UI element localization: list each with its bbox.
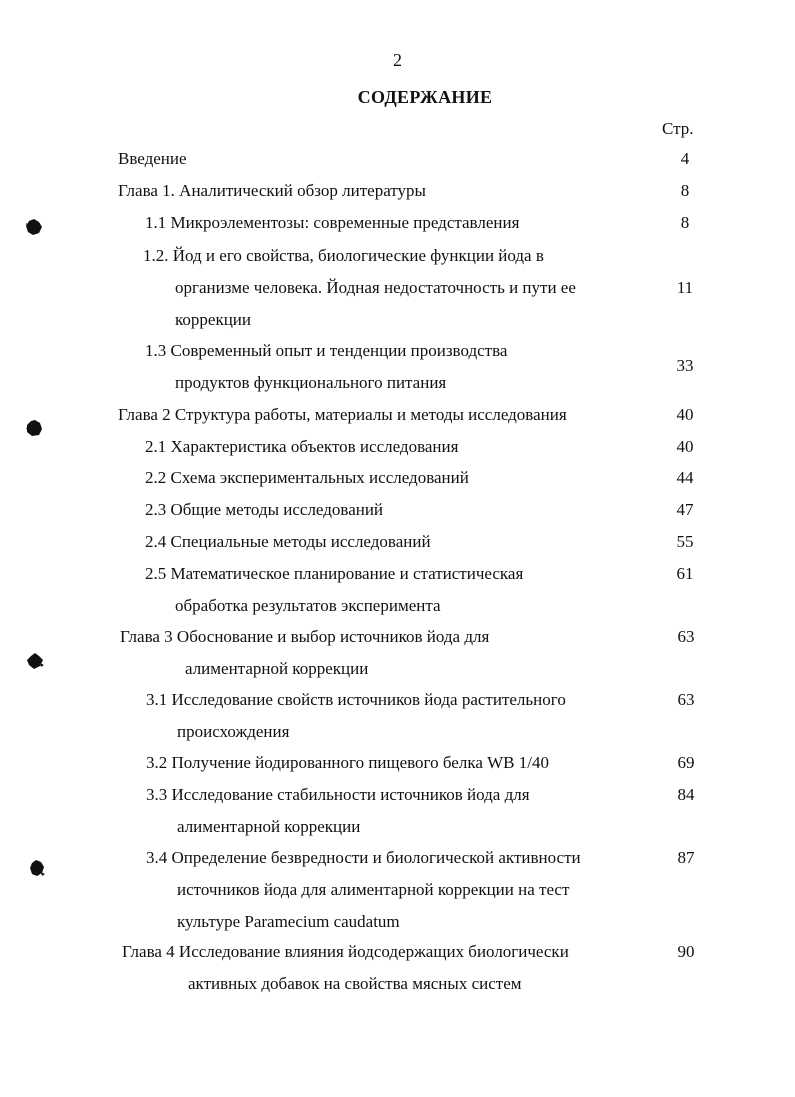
toc-entry-text: 2.1 Характеристика объектов исследования [145,437,459,456]
page-title: СОДЕРЖАНИЕ [357,87,493,107]
toc-entry-text: Глава 3 Обоснование и выбор источников йода для [120,627,490,646]
toc-entry-text: 3.4 Определение безвредности и биологической активности [146,848,581,867]
toc-entry-text: 3.2 Получение йодированного пищевого белка WB 1/40 [146,753,549,772]
toc-entry-page: 55 [676,532,694,551]
toc-entry-text: 2.2 Схема экспериментальных исследований [145,468,469,487]
toc-entry-text: 1.1 Микроэлементозы: современные представления [145,213,520,232]
toc-entry-text: продуктов функционального питания [175,373,447,392]
punch-hole-mark [24,217,44,237]
toc-entry-text: 2.3 Общие методы исследований [145,500,384,519]
toc-entry-page: 33 [676,356,694,375]
toc-entry-text: алиментарной коррекции [185,659,369,678]
toc-entry-page: 40 [676,405,694,424]
toc-entry-page: 8 [680,181,690,200]
toc-entry-text: 1.2. Йод и его свойства, биологические функции йода в [143,246,544,265]
toc-entry-text: обработка результатов эксперимента [175,596,441,615]
toc-entry-text: Глава 1. Аналитический обзор литературы [118,181,426,200]
toc-entry-text: организме человека. Йодная недостаточность и пути ее [175,278,576,297]
toc-entry-text: Глава 4 Исследование влияния йодсодержащих биологически [122,942,569,961]
punch-hole-mark [25,651,45,671]
punch-hole-mark [24,418,44,438]
toc-entry-text: 2.4 Специальные методы исследований [145,532,431,551]
toc-entry-text: активных добавок на свойства мясных систем [188,974,522,993]
toc-entry-text: 3.1 Исследование свойств источников йода растительного [146,690,566,709]
toc-entry-page: 44 [676,468,694,487]
toc-entry-page: 87 [677,848,695,867]
toc-entry-text: 1.3 Современный опыт и тенденции производства [145,341,508,360]
toc-entry-text: происхождения [177,722,290,741]
toc-entry-page: 11 [676,278,694,297]
toc-entry-page: 84 [677,785,695,804]
punch-hole-mark [27,858,47,878]
toc-entry-page: 63 [677,690,695,709]
toc-entry-text: источников йода для алиментарной коррекции на тест [177,880,570,899]
toc-entry-page: 47 [676,500,694,519]
page-number: 2 [393,50,402,70]
toc-entry-text: Глава 2 Структура работы, материалы и методы исследования [118,405,567,424]
toc-entry-text: коррекции [175,310,251,329]
toc-entry-page: 40 [676,437,694,456]
toc-entry-page: 61 [676,564,694,583]
toc-entry-text: культуре Paramecium caudatum [177,912,400,931]
toc-entry-page: 90 [677,942,695,961]
toc-entry-text: 2.5 Математическое планирование и статистическая [145,564,524,583]
toc-entry-page: 8 [680,213,690,232]
toc-entry-text: Введение [118,149,187,168]
toc-entry-page: 69 [677,753,695,772]
toc-entry-text: алиментарной коррекции [177,817,361,836]
toc-entry-text: 3.3 Исследование стабильности источников йода для [146,785,530,804]
toc-entry-page: 4 [680,149,690,168]
page-column-label: Стр. [662,119,694,138]
toc-entry-page: 63 [677,627,695,646]
